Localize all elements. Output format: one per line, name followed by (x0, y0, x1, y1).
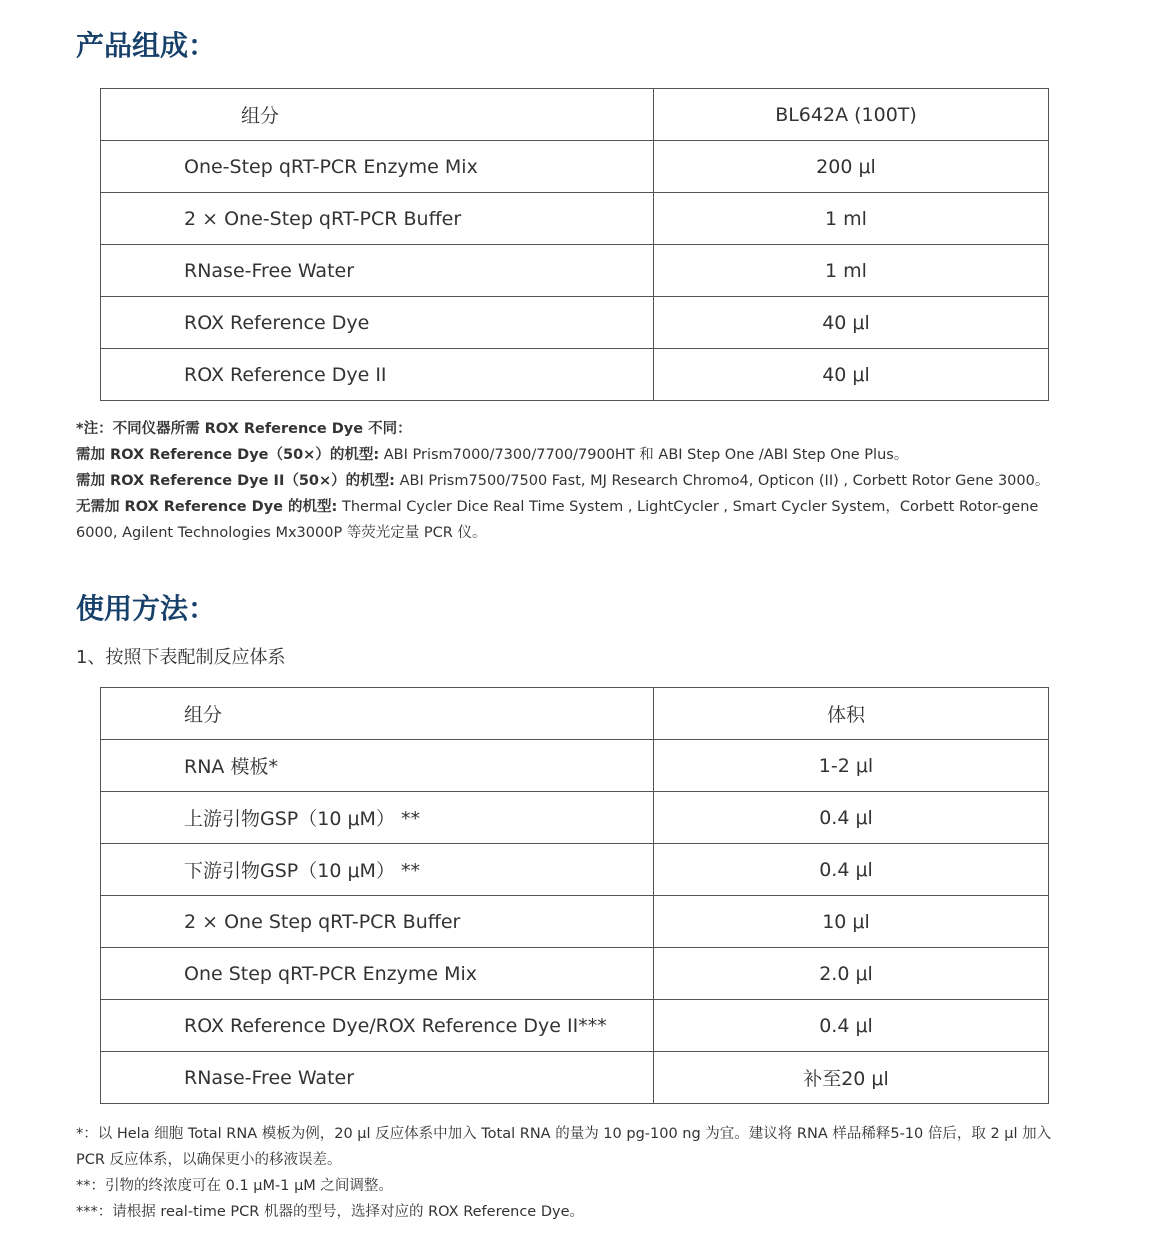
note-text: Thermal Cycler Dice Real Time System , LightCycler , Smart Cycler System，Corbett Rotor-gene 6000, Agilent Technologies Mx3000P 等荧光定量 PCR 仪。 (76, 499, 1039, 541)
component-cell: ROX Reference Dye/ROX Reference Dye II*** (101, 1000, 654, 1052)
component-cell: One-Step qRT-PCR Enzyme Mix (101, 141, 654, 193)
note-text: ABI Prism7000/7300/7700/7900HT 和 ABI Step One /ABI Step One Plus。 (379, 447, 909, 463)
table-row (101, 245, 1049, 297)
step-1-text: 1、按照下表配制反应体系 (76, 647, 286, 668)
composition-title: 产品组成： (76, 29, 217, 62)
component-cell: 2 × One Step qRT-PCR Buffer (101, 896, 654, 948)
component-cell: RNase-Free Water (101, 245, 654, 297)
amount-cell: 200 μl (654, 141, 1049, 193)
table-row (101, 1000, 1049, 1052)
amount-cell: 1 ml (654, 193, 1049, 245)
component-cell: RNase-Free Water (101, 1052, 654, 1104)
table-row (101, 349, 1049, 401)
usage-notes (76, 1121, 1080, 1225)
usage-title: 使用方法： (76, 592, 217, 625)
note-line: **：引物的终浓度可在 0.1 μM-1 μM 之间调整。 (76, 1178, 393, 1194)
amount-cell: 1 ml (654, 245, 1049, 297)
volume-cell: 补至20 μl (654, 1052, 1049, 1104)
note-line: *：以 Hela 细胞 Total RNA 模板为例，20 μl 反应体系中加入 Total RNA 的量为 10 pg-100 ng 为宜。建议将 RNA 样品稀释5-10 倍后，取 2 μl 加入 PCR 反应体系，以确保更小的移液误差。 (76, 1126, 1052, 1168)
composition-notes (76, 416, 1080, 546)
volume-cell: 0.4 μl (654, 844, 1049, 896)
amount-cell: 40 μl (654, 297, 1049, 349)
note-line (76, 442, 1080, 468)
table-row (101, 896, 1049, 948)
table-row (101, 193, 1049, 245)
table-row (101, 792, 1049, 844)
table-row (101, 844, 1049, 896)
note-line (76, 468, 1080, 494)
volume-cell: 2.0 μl (654, 948, 1049, 1000)
component-cell: ROX Reference Dye (101, 297, 654, 349)
note-text: ABI Prism7500/7500 Fast, MJ Research Chromo4, Opticon (II) , Corbett Rotor Gene 3000。 (394, 473, 1050, 489)
component-cell: 2 × One-Step qRT-PCR Buffer (101, 193, 654, 245)
table-row (101, 141, 1049, 193)
table-header-row (101, 688, 1049, 740)
volume-cell: 1-2 μl (654, 740, 1049, 792)
component-cell: 上游引物GSP（10 μM） ** (101, 792, 654, 844)
volume-cell: 0.4 μl (654, 792, 1049, 844)
header-component: 组分 (101, 688, 654, 740)
composition-table (100, 88, 1049, 401)
component-cell: 下游引物GSP（10 μM） ** (101, 844, 654, 896)
header-amount: BL642A (100T) (654, 89, 1049, 141)
table-row (101, 948, 1049, 1000)
note-line (76, 494, 1080, 546)
table-header-row (101, 89, 1049, 141)
amount-cell: 40 μl (654, 349, 1049, 401)
note-lead: 需加 ROX Reference Dye（50×）的机型: (76, 447, 380, 463)
volume-cell: 0.4 μl (654, 1000, 1049, 1052)
note-lead: 需加 ROX Reference Dye II（50×）的机型: (76, 473, 395, 489)
header-volume: 体积 (654, 688, 1049, 740)
component-cell: One Step qRT-PCR Enzyme Mix (101, 948, 654, 1000)
note-lead: *注：不同仪器所需 ROX Reference Dye 不同： (76, 421, 412, 437)
table-row (101, 297, 1049, 349)
component-cell: RNA 模板* (101, 740, 654, 792)
reaction-table (100, 687, 1049, 1104)
note-line (76, 416, 1080, 442)
component-cell: ROX Reference Dye II (101, 349, 654, 401)
table-row (101, 740, 1049, 792)
header-component: 组分 (101, 89, 654, 141)
note-lead: 无需加 ROX Reference Dye 的机型: (76, 499, 338, 515)
volume-cell: 10 μl (654, 896, 1049, 948)
note-line: ***：请根据 real-time PCR 机器的型号，选择对应的 ROX Reference Dye。 (76, 1204, 584, 1220)
table-row (101, 1052, 1049, 1104)
